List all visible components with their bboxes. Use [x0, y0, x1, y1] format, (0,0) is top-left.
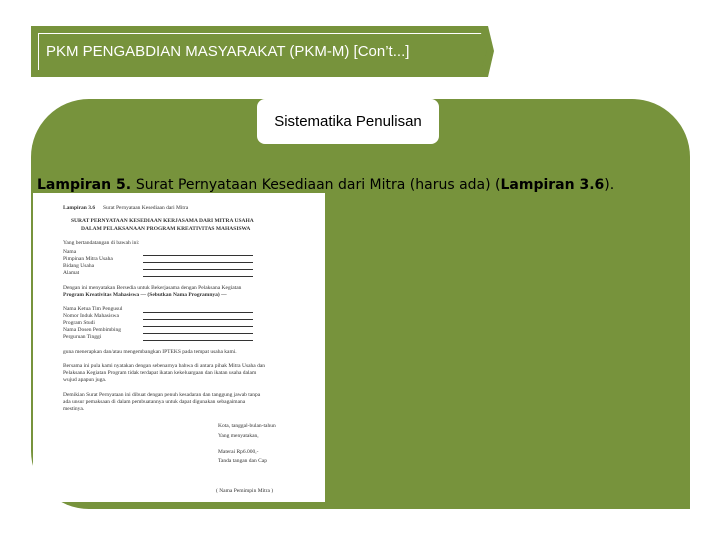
- caption-text: Surat Pernyataan Kesediaan dari Mitra (harus ada) (: [135, 177, 501, 193]
- doc-signer-name: ( Nama Pemimpin Mitra ): [216, 488, 274, 494]
- doc-para1-line1: Bersama ini pula kami nyatakan dengan sebenarnya bahwa di antara pihak Mitra Usaha dan: [63, 363, 266, 369]
- doc-lampiran-title: Surat Pernyataan Kesediaan dari Mitra: [103, 205, 189, 211]
- doc-statement-1: Dengan ini menyatakan Bersedia untuk Bekerjasama dengan Pelaksana Kegiatan: [63, 285, 242, 291]
- doc-para2-line3: mestinya.: [63, 406, 85, 412]
- doc-place-date: Kota, tanggal-bulan-tahun: [218, 423, 276, 429]
- doc-blank-line: [143, 340, 253, 341]
- doc-field-dosen: Nama Dosen Pembimbing: [63, 327, 122, 333]
- doc-field-ketua: Nama Ketua Tim Pengusul: [63, 306, 123, 312]
- doc-blank-line: [143, 276, 253, 277]
- section-label: Sistematika Penulisan: [274, 113, 422, 130]
- caption-prefix: Lampiran 5.: [37, 177, 136, 193]
- caption-suffix: ).: [604, 177, 615, 193]
- document-image: [33, 193, 325, 502]
- doc-blank-line: [143, 269, 253, 270]
- doc-intro: Yang bertandatangan di bawah ini:: [63, 240, 140, 246]
- slide-title: PKM PENGABDIAN MASYARAKAT (PKM-M) [Con’t...]: [46, 43, 410, 60]
- doc-field-pt: Perguruan Tinggi: [63, 334, 102, 340]
- doc-field-pimpinan: Pimpinan Mitra Usaha: [63, 256, 113, 262]
- doc-statement-2: Program Kreativitas Mahasiswa — (Sebutkan Nama Programnya) —: [63, 292, 227, 298]
- doc-field-nama: Nama: [63, 249, 77, 255]
- doc-blank-line: [143, 312, 253, 313]
- doc-para2-line2: ada unsur pemaksaan di dalam pembuatannya untuk dapat digunakan sebagaimana: [63, 399, 246, 405]
- doc-lampiran-label: Lampiran 3.6: [63, 205, 96, 211]
- doc-stamp: Materai Rp6.000,-: [218, 449, 259, 455]
- doc-para1-line2: Pelaksana Kegiatan Program tidak terdapat ikatan kekeluargaan dan ikatan usaha dalam: [63, 370, 257, 376]
- doc-purpose: guna menerapkan dan/atau mengembangkan IPTEKS pada tempat usaha kami.: [63, 349, 237, 355]
- doc-blank-line: [143, 262, 253, 263]
- doc-field-bidang: Bidang Usaha: [63, 263, 95, 269]
- doc-para2-line1: Demikian Surat Pernyataan ini dibuat dengan penuh kesadaran dan tanggung jawab tanpa: [63, 392, 261, 398]
- doc-blank-line: [143, 326, 253, 327]
- doc-para1-line3: wujud apapun juga.: [63, 377, 107, 383]
- doc-sign-note: Tanda tangan dan Cap: [218, 458, 267, 464]
- doc-blank-line: [143, 333, 253, 334]
- doc-heading-1: SURAT PERNYATAAN KESEDIAAN KERJASAMA DARI MITRA USAHA: [71, 218, 254, 224]
- doc-field-prodi: Program Studi: [63, 320, 95, 326]
- doc-blank-line: [143, 255, 253, 256]
- doc-heading-2: DALAM PELAKSANAAN PROGRAM KREATIVITAS MAHASISWA: [81, 226, 251, 232]
- doc-blank-line: [143, 319, 253, 320]
- doc-field-nim: Nomor Induk Mahasiswa: [63, 313, 119, 319]
- doc-field-alamat: Alamat: [63, 270, 80, 276]
- caption: [37, 177, 614, 193]
- doc-signer-intro: Yang menyatakan,: [218, 433, 259, 439]
- caption-ref: Lampiran 3.6: [500, 177, 605, 193]
